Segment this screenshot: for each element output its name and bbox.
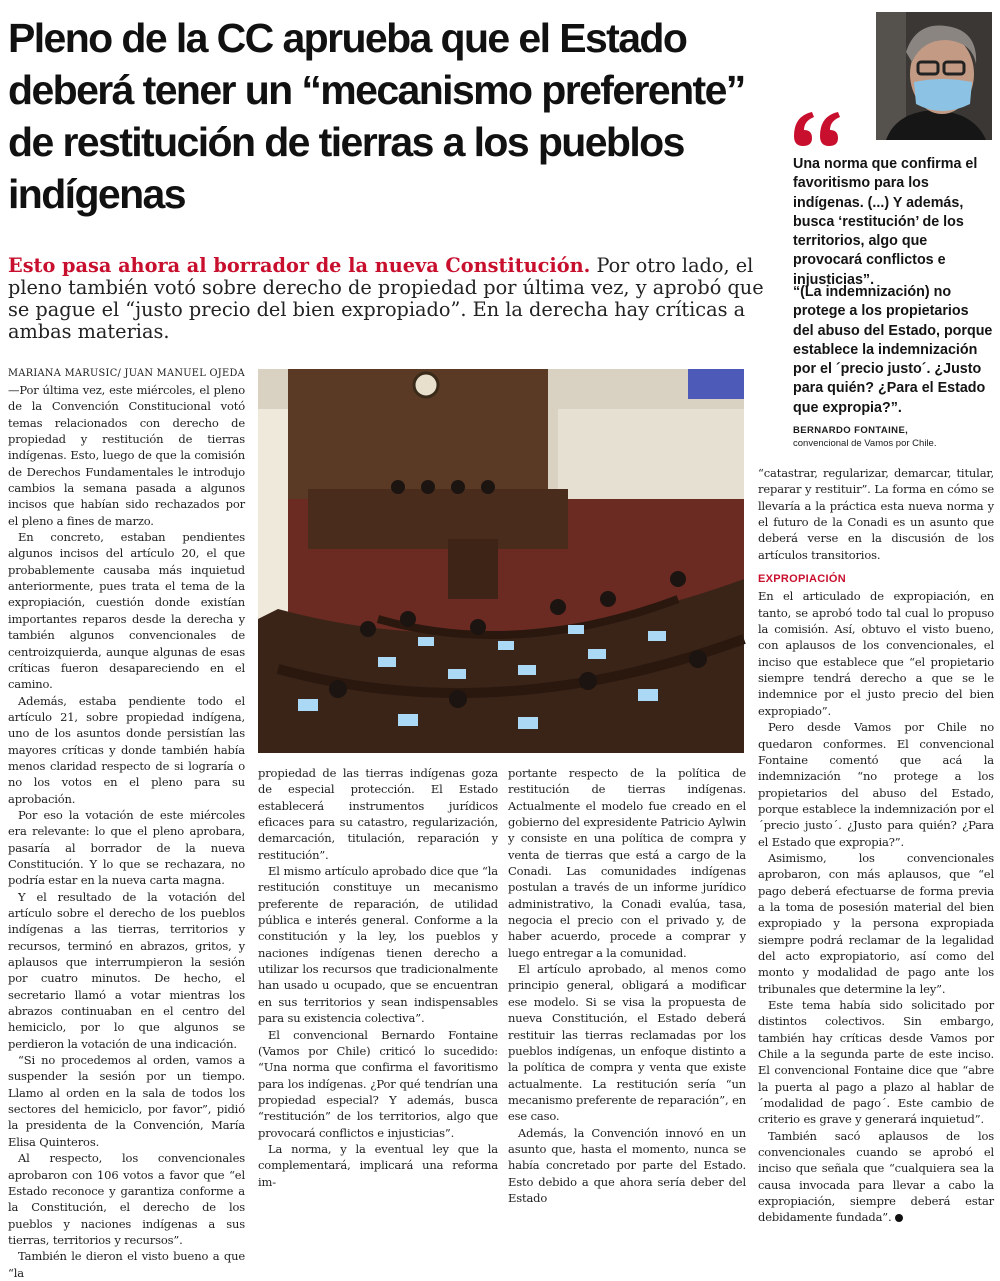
paragraph: El convencional Bernardo Fontaine (Vamos por Chile) criticó lo sucedido: “Una norma que confirma el favoritismo para los indígenas. ¿Por qué tendrían una propiedad especial? Y además, busca “restitución” de los territorios, algo que provocará conflictos e injusticias”. — [258, 1027, 498, 1140]
paragraph: El mismo artículo aprobado dice que “la restitución constituye un mecanismo preferente de reparación, de utilidad pública e interés general. Conforme a la constitución y la ley, los pueblos y naciones indígenas tienen derecho a utilizar los recursos que tradicionalmente han usado u ocupado, que se encuentran en sus territorios y sean indispensables para su existencia colectiva”. — [258, 864, 498, 1026]
paragraph: “catastrar, regularizar, demarcar, titular, reparar y restituir”. La forma en cómo se llevaría a la práctica esta nueva norma y el futuro de la Conadi es un asunto que deberá verse en la discusión de los artículos transitorios. — [758, 466, 994, 562]
end-mark-icon — [895, 1214, 903, 1222]
paragraph: “Si no procedemos al orden, vamos a suspender la sesión por un tiempo. Llamo al orden en la sala de todos los sectores del hemiciclo, por favor”, pidió la presidenta de la Convención, María Elisa Quinteros. — [8, 1053, 245, 1149]
column-3 — [508, 765, 746, 1206]
pull-quote-1: Una norma que confirma el favoritismo para los indígenas. (...) Y además, busca ‘restitución’ de los territorios, algo que provocará conflictos e injusticias”. — [793, 156, 978, 288]
paragraph: La norma, y la eventual ley que la complementará, implicará una reforma im- — [258, 1141, 498, 1189]
quote-author-role: convencional de Vamos por Chile. — [793, 438, 937, 449]
paragraph: Además, estaba pendiente todo el artículo 21, sobre propiedad indígena, uno de los asuntos donde persistían las mayores críticas y donde también había menos claridad respecto de si lograría o no los votos en el pleno para su aprobación. — [8, 693, 245, 806]
convention-hall-photo — [258, 369, 744, 753]
paragraph: —Por última vez, este miércoles, el pleno de la Convención Constitucional votó temas relacionados con derecho de propiedad y restitución de tierras indígenas. Esto, luego de que la comisión de Derechos Fundamentales le introdujo cambios la semana pasada a algunos incisos que habían sido rechazados por el pleno a fines de marzo. — [8, 383, 245, 528]
paragraph: Por eso la votación de este miércoles era relevante: lo que el pleno aprobara, pasaría al borrador de la nueva Constitución. Y lo que se rechazara, no podría estar en la nueva carta magna. — [8, 807, 245, 888]
paragraph-last — [758, 1128, 994, 1226]
paragraph: propiedad de las tierras indígenas goza de especial protección. El Estado establecerá instrumentos jurídicos eficaces para su catastro, regularización, demarcación, titulación, reparación y restitución”. — [258, 766, 498, 862]
column-4 — [758, 465, 994, 1226]
paragraph-text: También sacó aplausos de los convencionales cuando se aprobó el inciso que señala que “cualquiera sea la causa invocada para llevar a cabo la expropiación, siempre deberá estar debidamente fundada”. — [758, 1128, 994, 1225]
column-2 — [258, 765, 498, 1190]
portrait-image — [876, 12, 992, 140]
quote-icon — [790, 108, 850, 148]
byline: MARIANA MARUSIC/ JUAN MANUEL OJEDA — [8, 368, 246, 379]
headline: Pleno de la CC aprueba que el Estado deberá tener un “mecanismo preferente” de restitución de tierras a los pueblos indígenas — [8, 15, 745, 217]
paragraph: Además, la Convención innovó en un asunto que, hasta el momento, nunca se había concretado por parte del Estado. Esto debido a que ahora sería deber del Estado — [508, 1125, 746, 1205]
quote-author-name: BERNARDO FONTAINE, — [793, 425, 909, 436]
quote-attribution — [793, 424, 993, 450]
paragraph: portante respecto de la política de restitución de tierras indígenas. Actualmente el modelo fue creado en el gobierno del expresidente Patricio Aylwin y consiste en una política de compra y venta de tierras que está a cargo de la Conadi. Las comunidades indígenas postulan a través de un informe jurídico administrativo, la Conadi evalúa, tasa, negocia el precio con el privado y, de haber acuerdo, procede a comprar y luego entregar a la comunidad. — [508, 766, 746, 960]
paragraph: En el articulado de expropiación, en tanto, se aprobó todo tal cual lo propuso la comisión. Así, obtuvo el visto bueno, con aplausos de los convencionales, el inciso que establece que “el propietario siempre tendrá derecho a que se le indemnice por el justo precio del bien expropiado”. — [758, 589, 994, 718]
paragraph: Asimismo, los convencionales aprobaron, con más aplausos, que “el pago deberá efectuarse de forma previa a la toma de posesión material del bien expropiado y la persona expropiada siempre podrá reclamar de la legalidad del acto expropiatorio, así como del monto y modalidad de pago ante los tribunales que determine la ley”. — [758, 850, 994, 996]
paragraph: Este tema había sido solicitado por distintos colectivos. Sin embargo, también hay críticas desde Vamos por Chile a la segunda parte de este inciso. El convencional Fontaine dice que “abre la puerta al pago a plazo al hablar de ´modalidad de pago´. Este cambio de criterio es grave y generará inquietud”. — [758, 998, 994, 1127]
column-1 — [8, 382, 245, 1281]
paragraph: También le dieron el visto bueno a que “la — [8, 1249, 245, 1280]
section-subhead: EXPROPIACIÓN — [758, 573, 846, 586]
deck-lead: Esto pasa ahora al borrador de la nueva Constitución. — [8, 254, 591, 277]
paragraph: Y el resultado de la votación del artículo sobre el derecho de los pueblos indígenas a las tierras, territorios y recursos, terminó en abrazos, gritos, y aplausos que interrumpieron la sesión por cuatro minutos. De hecho, el secretario llamó a votar mientras los abrazos continuaban en el centro del hemiciclo, por lo que algunos se perdieron la votación de una indicación. — [8, 889, 245, 1051]
deck — [8, 255, 764, 343]
article-photo — [258, 369, 744, 753]
paragraph: En concreto, estaban pendientes algunos incisos del artículo 20, el que probablemente causaba más inquietud anteriormente, pues trata el tema de la expropiación, cuestión donde existían importantes reparos desde la derecha y también algunos convencionales de centroizquierda, aunque algunas de esas críticas fueron desapareciendo en el camino. — [8, 530, 245, 692]
pull-quote-2: “(La indemnización) no protege a los propietarios del abuso del Estado, porque establece la indemnización por el ´precio justo´. ¿Justo para quién? ¿Para el Estado que expropia?”. — [793, 284, 993, 416]
deck-text: Por otro lado, el pleno también votó sobre derecho de propiedad por última vez, y aprobó que se pague el “justo precio del bien expropiado”. En la derecha hay críticas a ambas materias. — [8, 254, 764, 343]
paragraph: Al respecto, los convencionales aprobaron con 106 votos a favor que “el Estado reconoce y garantiza conforme a la Constitución, el derecho de los pueblos y naciones indígenas a sus tierras, territorios y recursos”. — [8, 1151, 245, 1247]
paragraph: Pero desde Vamos por Chile no quedaron conformes. El convencional Fontaine comentó que acá la indemnización “no protege a los propietarios del abuso del Estado, porque establece la indemnización por el ´precio justo´. ¿Justo para quién? ¿Para el Estado que expropia?”. — [758, 720, 994, 849]
paragraph: El artículo aprobado, al menos como principio general, obligará a modificar ese modelo. Si se visa la propuesta de nueva Constitución, el Estado deberá restituir las tierras reclamadas por los pueblos indígenas, un enfoque distinto a la política de compra y venta que existe actualmente. La restitución sería “un mecanismo preferente de reparación”, en ese caso. — [508, 962, 746, 1124]
author-portrait — [876, 12, 992, 140]
